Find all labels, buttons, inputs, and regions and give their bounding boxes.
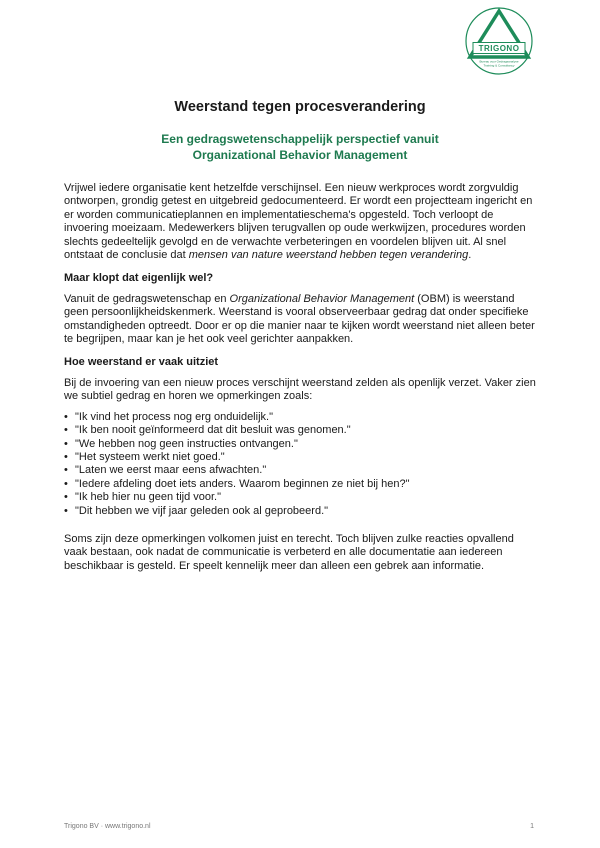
page-number: 1 xyxy=(530,823,534,830)
list-item: • "Ik vind het process nog erg onduidelijk." xyxy=(64,411,540,424)
section-heading-2: Hoe weerstand er vaak uitziet xyxy=(64,356,219,369)
obm-emphasis: Organizational Behavior Management xyxy=(229,292,415,305)
quotes-list xyxy=(64,411,540,518)
obm-paragraph: Vanuit de gedragswetenschap en Organizational Behavior Management (OBM) is weerstand geen persoonlijkheidskenmerk. Weerstand is vooral observeerbaar gedrag dat onder specifieke omstandigheden optreedt. Door er op die manier naar te kijken wordt weerstand niet alleen beter te begrijpen, maar kan je het ook veel gerichter aanpakken. xyxy=(64,292,535,346)
resistance-intro-paragraph: Bij de invoering van een nieuw proces verschijnt weerstand zelden als openlijk verzet. Vaker zien we subtiel gedrag en horen we opmerkingen zoals: xyxy=(64,376,536,403)
footer-company: Trigono BV · www.trigono.nl xyxy=(64,823,151,830)
list-item: • "Laten we eerst maar eens afwachten." xyxy=(64,464,540,477)
list-item: • "Dit hebben we vijf jaar geleden ook al geprobeerd." xyxy=(64,505,540,518)
intro-paragraph: Vrijwel iedere organisatie kent hetzelfde verschijnsel. Een nieuw werkproces wordt zorgvuldig ontworpen, grondig getest en uitgebreid gedocumenteerd. Er wordt een projectteam ingericht en er worden communicatieplannen en implementatieschema's opgesteld. Toch verloopt de invoering moeizaam. Medewerkers blijven terugvallen op oude werkwijzen, procedures worden slechts gedeeltelijk gevolgd en de verwachte verbeteringen en voordelen blijven uit. Al snel ontstaat de conclusie dat mensen van nature weerstand hebben tegen verandering. xyxy=(64,182,533,262)
list-item: • "Iedere afdeling doet iets anders. Waarom beginnen ze niet bij hen?" xyxy=(64,478,540,491)
logo-tagline-2: Training & Consultancy xyxy=(483,63,515,68)
logo-wordmark: TRIGONO xyxy=(478,44,520,53)
list-item: • "We hebben nog geen instructies ontvangen." xyxy=(64,438,540,451)
document-subtitle xyxy=(0,131,600,163)
document-body xyxy=(64,182,540,573)
list-item: • "Ik ben nooit geïnformeerd dat dit besluit was genomen." xyxy=(64,424,540,437)
subtitle-line-1: Een gedragswetenschappelijk perspectief vanuit xyxy=(161,132,439,146)
list-item: • "Het systeem werkt niet goed." xyxy=(64,451,540,464)
section-heading-1: Maar klopt dat eigenlijk wel? xyxy=(64,272,214,285)
trigono-logo xyxy=(459,6,539,76)
list-item: • "Ik heb hier nu geen tijd voor." xyxy=(64,491,540,504)
logo-tagline-1: Bureau voor Gedragsanalyse xyxy=(479,59,519,64)
closing-paragraph: Soms zijn deze opmerkingen volkomen juist en terecht. Toch blijven zulke reacties opvallend vaak bestaan, ook nadat de communicatie is verbeterd en alle documentatie aan iedereen beschikbaar is gesteld. Er speelt kennelijk meer dan alleen een gebrek aan informatie. xyxy=(64,532,514,572)
subtitle-line-2: Organizational Behavior Management xyxy=(192,148,408,162)
page-footer xyxy=(64,823,534,830)
document-title: Weerstand tegen procesverandering xyxy=(174,99,426,115)
intro-emphasis: mensen van nature weerstand hebben tegen verandering xyxy=(188,249,469,262)
